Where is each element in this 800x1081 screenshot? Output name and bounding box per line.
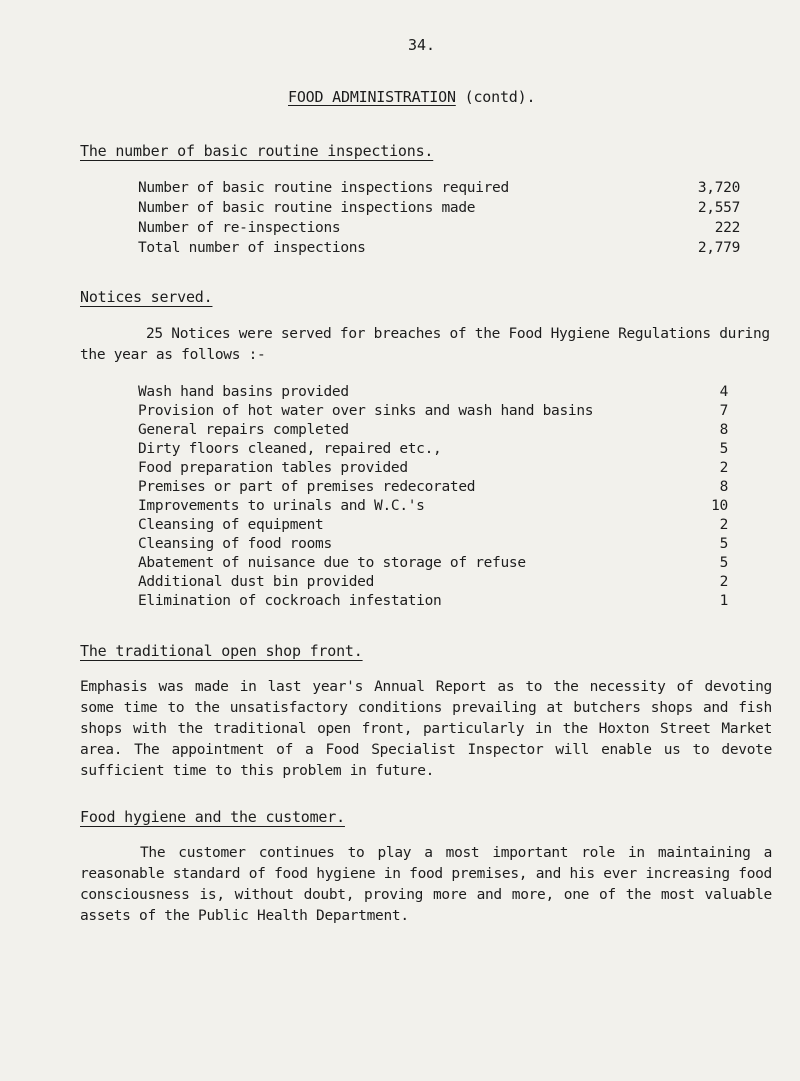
notice-label: Cleansing of equipment (138, 517, 324, 533)
shop-front-paragraph (80, 677, 772, 782)
notice-value: 2 (719, 517, 728, 533)
notice-label: Wash hand basins provided (138, 384, 349, 400)
notice-label: Elimination of cockroach infestation (138, 593, 442, 609)
notice-value: 5 (719, 555, 728, 571)
notice-label: Improvements to urinals and W.C.'s (138, 498, 425, 514)
inspection-row (138, 218, 740, 238)
page-number: 34. (408, 36, 436, 54)
inspection-row (138, 238, 740, 258)
notice-row (138, 477, 728, 497)
inspection-label: Total number of inspections (138, 240, 366, 256)
notice-label: Premises or part of premises redecorated (138, 479, 476, 495)
notice-value: 1 (719, 593, 728, 609)
inspection-label: Number of basic routine inspections required (138, 180, 509, 196)
customer-text: The customer continues to play a most important role in maintaining a reasonable standard of food hygiene in food premises, and his ever increasing food consciousness is, without doubt, proving more and more, one of the most valuable assets of the Public Health Department. (80, 845, 772, 924)
title-suffix: (contd). (455, 88, 536, 106)
notice-value: 2 (719, 574, 728, 590)
inspection-value: 2,779 (697, 240, 740, 256)
notice-value: 7 (719, 403, 728, 419)
inspection-row (138, 178, 740, 198)
notice-label: Cleansing of food rooms (138, 536, 332, 552)
notice-row (138, 553, 728, 573)
inspection-value: 3,720 (697, 180, 740, 196)
notices-intro-text: 25 Notices were served for breaches of the Food Hygiene Regulations during the year as follows :- (80, 326, 770, 363)
notice-row (138, 496, 728, 516)
notice-row (138, 591, 728, 611)
notice-value: 8 (719, 422, 728, 438)
shop-front-text: Emphasis was made in last year's Annual Report as to the necessity of devoting some time to the unsatisfactory conditions prevailing at butchers shops and fish shops with the traditional open front, particularly in the Hoxton Street Market area. The appointment of a Food Specialist Inspector will enable us to devote sufficient time to this problem in future. (80, 679, 772, 779)
notice-row (138, 439, 728, 459)
shop-front-heading: The traditional open shop front. (80, 642, 363, 660)
notice-value: 5 (719, 441, 728, 457)
notices-heading: Notices served. (80, 288, 213, 306)
notice-label: Dirty floors cleaned, repaired etc., (138, 441, 442, 457)
notice-value: 5 (719, 536, 728, 552)
inspection-value: 222 (714, 220, 740, 236)
inspection-label: Number of basic routine inspections made (138, 200, 476, 216)
notices-intro (80, 324, 772, 366)
inspection-value: 2,557 (697, 200, 740, 216)
notice-label: Food preparation tables provided (138, 460, 408, 476)
notice-row (138, 401, 728, 421)
notice-value: 10 (711, 498, 728, 514)
notice-row (138, 458, 728, 478)
notice-value: 4 (719, 384, 728, 400)
notice-row (138, 420, 728, 440)
notice-label: Additional dust bin provided (138, 574, 375, 590)
inspections-heading: The number of basic routine inspections. (80, 142, 434, 160)
notice-value: 8 (719, 479, 728, 495)
customer-paragraph (80, 843, 772, 927)
notice-row (138, 382, 728, 402)
notice-label: General repairs completed (138, 422, 349, 438)
notice-row (138, 515, 728, 535)
notice-value: 2 (719, 460, 728, 476)
page-title (288, 88, 535, 106)
customer-heading: Food hygiene and the customer. (80, 808, 345, 826)
notice-label: Abatement of nuisance due to storage of refuse (138, 555, 526, 571)
inspection-row (138, 198, 740, 218)
notice-row (138, 572, 728, 592)
inspection-label: Number of re-inspections (138, 220, 341, 236)
title-main: FOOD ADMINISTRATION (288, 88, 456, 106)
notice-row (138, 534, 728, 554)
notice-label: Provision of hot water over sinks and wash hand basins (138, 403, 594, 419)
